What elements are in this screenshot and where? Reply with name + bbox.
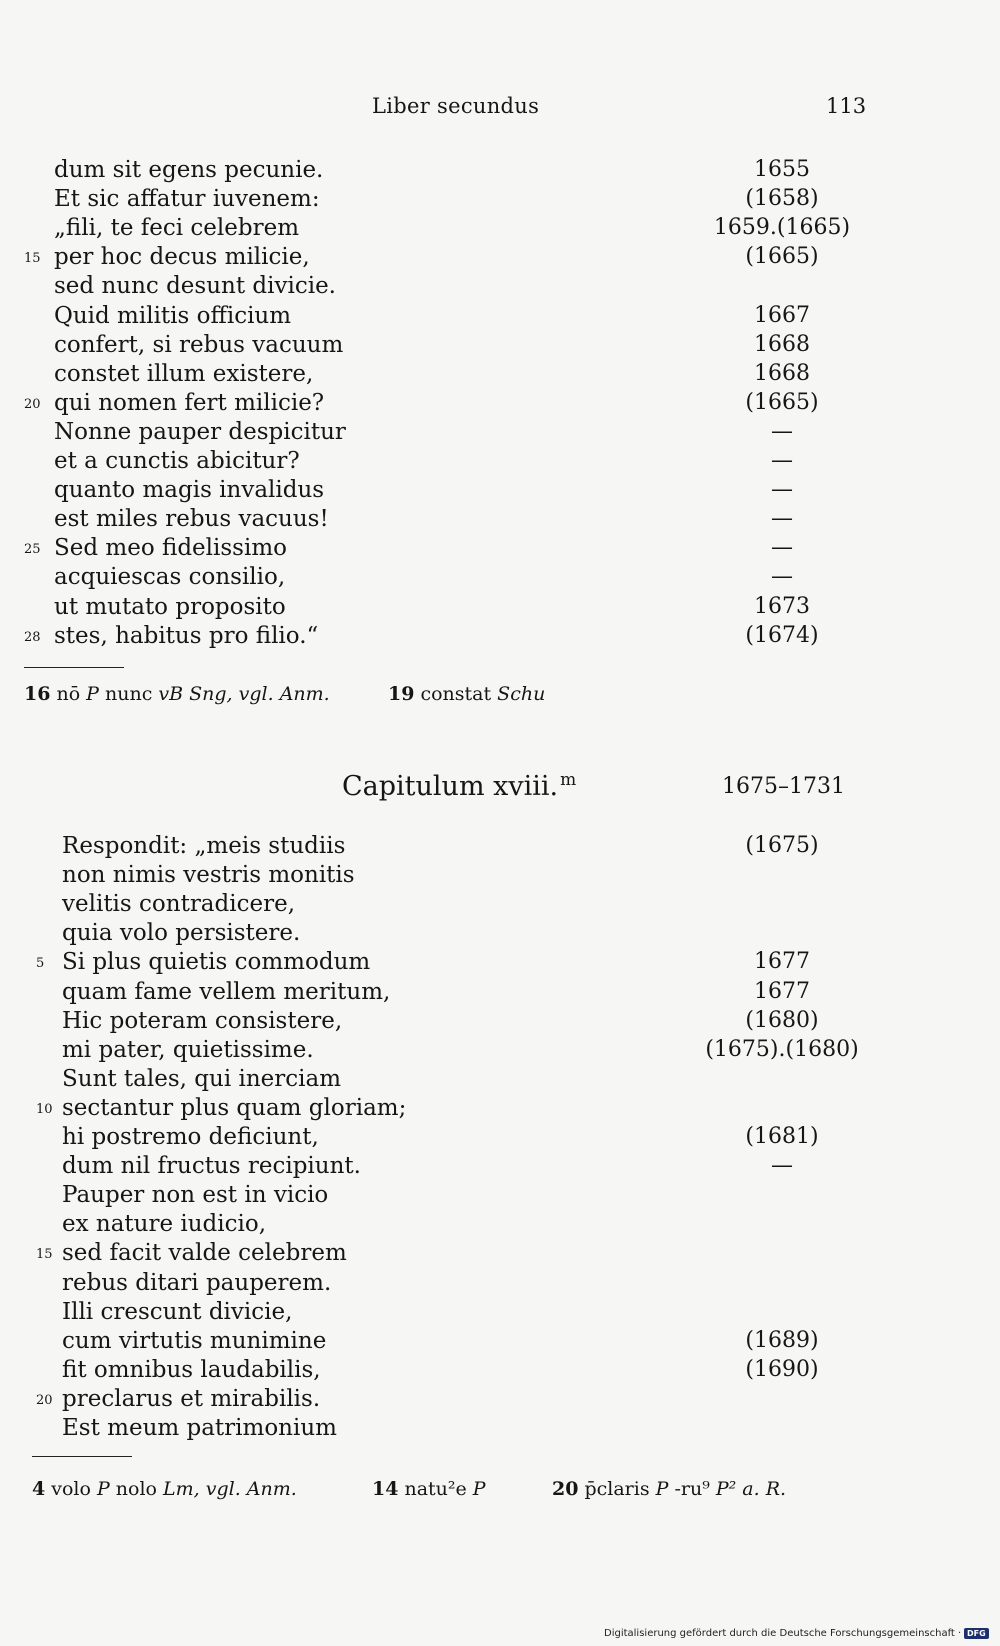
footnote (32, 1478, 297, 1500)
concordance-ref: — (771, 418, 793, 444)
verse-text: Si plus quietis commodum (62, 949, 371, 976)
dfg-logo: DFG (964, 1628, 989, 1639)
footnote-rule (32, 1456, 132, 1457)
concordance-ref: 1659.(1665) (713, 215, 851, 241)
verse-text: per hoc decus milicie, (54, 244, 310, 271)
footnote-rule (24, 667, 124, 668)
verse-text: quia volo persistere. (62, 920, 301, 947)
verse-text: Est meum patrimonium (62, 1415, 337, 1441)
verse-text: Illi crescunt divicie, (62, 1298, 293, 1325)
footnote-text: -ru⁹ (668, 1478, 716, 1500)
concordance-ref: (1658) (745, 186, 819, 212)
verse-text: mi pater, quietissime. (62, 1036, 314, 1063)
verse-text: sed facit valde celebrem (62, 1240, 347, 1267)
footnote-text: nō (56, 683, 87, 705)
concordance-ref: — (771, 1153, 793, 1179)
concordance-ref: (1665) (745, 244, 819, 270)
verse-text: Et sic affatur iuvenem: (54, 186, 320, 213)
line-number: 20 (36, 1392, 53, 1408)
footnote-line-number: 16 (24, 683, 51, 705)
concordance-ref: (1675) (745, 833, 819, 858)
footnote-text: P (96, 1478, 110, 1500)
footnote-text: P (472, 1478, 486, 1500)
concordance-ref: (1689) (745, 1327, 819, 1353)
footnote-line-number: 14 (372, 1478, 399, 1500)
chapter-heading (342, 770, 576, 802)
concordance-ref: — (771, 477, 793, 503)
concordance-ref: 1667 (754, 302, 810, 328)
verse-text: Sunt tales, qui inerciam (62, 1065, 342, 1092)
page-number: 113 (826, 94, 867, 118)
line-number: 15 (24, 251, 41, 267)
line-number: 5 (36, 956, 45, 972)
verse-text: Pauper non est in vicio (62, 1182, 329, 1209)
footnote-text: nolo (109, 1478, 164, 1500)
verse-text: acquiescas consilio, (54, 564, 286, 591)
concordance-ref: (1680) (745, 1007, 819, 1033)
concordance-ref: 1677 (754, 949, 810, 975)
verse-text: constet illum existere, (54, 360, 314, 387)
verse-text: ut mutato proposito (54, 593, 286, 620)
footnote-text: nunc (98, 683, 159, 705)
concordance-ref: — (771, 448, 793, 473)
footnote-text: p̄claris (584, 1478, 656, 1500)
footnote-text: P² a. R. (715, 1478, 787, 1500)
concordance-ref: 1677 (754, 978, 810, 1004)
footnote (388, 683, 545, 705)
footnote-text: natu²e (404, 1478, 473, 1500)
verse-text: quanto magis invalidus (54, 477, 325, 504)
chapter-range: 1675–1731 (722, 774, 845, 799)
concordance-ref: (1674) (745, 622, 819, 648)
verse-text: qui nomen fert milicie? (54, 389, 325, 416)
footnote-line-number: 4 (32, 1478, 46, 1500)
line-number: 25 (24, 542, 41, 558)
concordance-ref: — (771, 506, 793, 532)
concordance-ref: — (771, 535, 793, 561)
concordance-ref: 1668 (754, 331, 810, 357)
verse-text: cum virtutis munimine (62, 1327, 327, 1354)
verse-text: rebus ditari pauperem. (62, 1269, 332, 1296)
footnote-text: Schu (497, 683, 546, 705)
verse-text: dum sit egens pecunie. (54, 157, 324, 183)
concordance-ref: 1673 (754, 593, 810, 619)
footnote-text: volo (51, 1478, 97, 1500)
concordance-ref: (1681) (745, 1124, 819, 1149)
footnote-text: P (655, 1478, 669, 1500)
line-number: 15 (36, 1247, 53, 1263)
verse-text: est miles rebus vacuus! (54, 506, 329, 533)
concordance-ref: 1668 (754, 360, 810, 386)
concordance-ref: — (771, 564, 793, 590)
footnote (372, 1478, 486, 1500)
chapter-title: Capitulum xviii. (342, 771, 559, 802)
verse-text: et a cunctis abicitur? (54, 448, 300, 474)
verse-text: Sed meo fidelissimo (54, 535, 287, 562)
verse-text: „fili, te feci celebrem (54, 215, 300, 242)
footnote (24, 683, 330, 705)
footnote-text: vB Sng, vgl. Anm. (158, 683, 330, 705)
verse-text: Nonne pauper despicitur (54, 418, 346, 445)
digitization-credit: Digitalisierung gefördert durch die Deutsche Forschungsgemeinschaft · (604, 1628, 962, 1639)
verse-text: non nimis vestris monitis (62, 862, 355, 889)
verse-text: fit omnibus laudabilis, (62, 1356, 321, 1383)
running-title: Liber secundus (372, 94, 540, 118)
verse-text: sed nunc desunt divicie. (54, 273, 336, 300)
verse-text: Quid militis officium (54, 302, 292, 329)
verse-text: velitis contradicere, (62, 891, 296, 918)
footnote-text: constat (420, 683, 498, 705)
line-number: 20 (24, 396, 41, 412)
concordance-ref: (1665) (745, 389, 819, 415)
line-number: 10 (36, 1101, 53, 1117)
footnote (552, 1478, 786, 1500)
verse-text: preclarus et mirabilis. (62, 1385, 321, 1412)
concordance-ref: (1690) (745, 1356, 819, 1382)
footnote-text: Lm, vgl. Anm. (163, 1478, 297, 1500)
footnote-line-number: 19 (388, 683, 415, 705)
line-number: 28 (24, 629, 41, 645)
verse-text: stes, habitus pro filio.“ (54, 622, 319, 649)
verse-text: Respondit: „meis studiis (62, 833, 346, 859)
verse-text: dum nil fructus recipiunt. (62, 1153, 361, 1180)
footnote-text: P (86, 683, 99, 705)
verse-text: Hic poteram consistere, (62, 1007, 343, 1034)
verse-text: sectantur plus quam gloriam; (62, 1094, 407, 1121)
concordance-ref: 1655 (754, 157, 810, 182)
verse-text: confert, si rebus vacuum (54, 331, 344, 358)
verse-text: ex nature iudicio, (62, 1211, 267, 1238)
concordance-ref: (1675).(1680) (705, 1036, 859, 1062)
verse-text: hi postremo deficiunt, (62, 1124, 319, 1150)
footnote-line-number: 20 (552, 1478, 579, 1500)
verse-text: quam fame vellem meritum, (62, 978, 391, 1005)
chapter-superscript: m (560, 770, 577, 790)
